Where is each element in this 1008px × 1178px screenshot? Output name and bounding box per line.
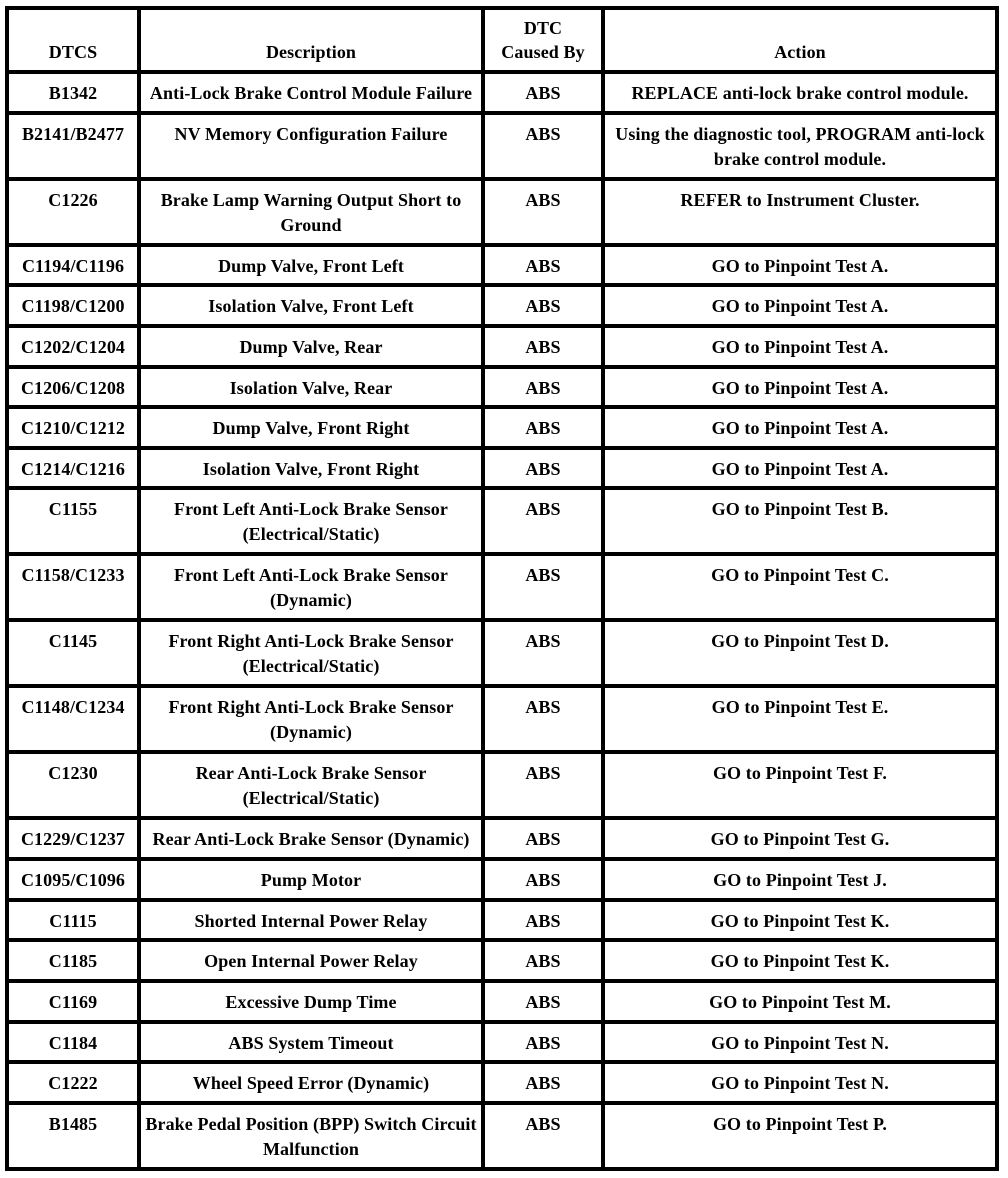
caused-by-cell: ABS — [485, 490, 601, 552]
header-description: Description — [141, 10, 481, 70]
description-cell: Rear Anti-Lock Brake Sensor (Dynamic) — [141, 820, 481, 857]
description-cell: Isolation Valve, Front Left — [141, 287, 481, 324]
header-action: Action — [605, 10, 995, 70]
dtc-code-cell: C1202/C1204 — [9, 328, 137, 365]
dtc-code-cell: C1158/C1233 — [9, 556, 137, 618]
table-row — [9, 369, 995, 406]
action-cell: GO to Pinpoint Test F. — [605, 754, 995, 816]
table-row — [9, 490, 995, 552]
header-caused-by-line1: DTC — [523, 18, 563, 38]
dtc-code-cell: C1214/C1216 — [9, 450, 137, 487]
caused-by-cell: ABS — [485, 450, 601, 487]
description-cell: Anti-Lock Brake Control Module Failure — [141, 74, 481, 111]
action-cell: GO to Pinpoint Test B. — [605, 490, 995, 552]
description-cell: NV Memory Configuration Failure — [141, 115, 481, 177]
description-cell: Dump Valve, Rear — [141, 328, 481, 365]
description-cell: Brake Pedal Position (BPP) Switch Circuit Malfunction — [141, 1105, 481, 1167]
dtc-code-cell: C1155 — [9, 490, 137, 552]
dtc-code-cell: C1148/C1234 — [9, 688, 137, 750]
description-cell: Rear Anti-Lock Brake Sensor (Electrical/Static) — [141, 754, 481, 816]
action-cell: GO to Pinpoint Test A. — [605, 247, 995, 284]
caused-by-cell: ABS — [485, 115, 601, 177]
action-cell: GO to Pinpoint Test A. — [605, 287, 995, 324]
dtc-code-cell: C1222 — [9, 1064, 137, 1101]
table-row — [9, 983, 995, 1020]
caused-by-cell: ABS — [485, 983, 601, 1020]
header-dtcs: DTCS — [9, 10, 137, 70]
description-cell: Front Left Anti-Lock Brake Sensor (Dynamic) — [141, 556, 481, 618]
action-cell: REFER to Instrument Cluster. — [605, 181, 995, 243]
dtc-table — [5, 6, 999, 1171]
caused-by-cell: ABS — [485, 861, 601, 898]
dtc-code-cell: C1198/C1200 — [9, 287, 137, 324]
action-cell: REPLACE anti-lock brake control module. — [605, 74, 995, 111]
table-row — [9, 1024, 995, 1061]
description-cell: Wheel Speed Error (Dynamic) — [141, 1064, 481, 1101]
dtc-code-cell: C1184 — [9, 1024, 137, 1061]
action-cell: GO to Pinpoint Test P. — [605, 1105, 995, 1167]
dtc-code-cell: B2141/B2477 — [9, 115, 137, 177]
action-cell: GO to Pinpoint Test M. — [605, 983, 995, 1020]
table-row — [9, 556, 995, 618]
description-cell: Front Right Anti-Lock Brake Sensor (Electrical/Static) — [141, 622, 481, 684]
action-cell: GO to Pinpoint Test C. — [605, 556, 995, 618]
caused-by-cell: ABS — [485, 74, 601, 111]
caused-by-cell: ABS — [485, 688, 601, 750]
caused-by-cell: ABS — [485, 287, 601, 324]
table-row — [9, 247, 995, 284]
table-row — [9, 1064, 995, 1101]
header-caused-by — [485, 10, 601, 70]
caused-by-cell: ABS — [485, 247, 601, 284]
table-row — [9, 74, 995, 111]
table-row — [9, 861, 995, 898]
description-cell: Isolation Valve, Rear — [141, 369, 481, 406]
dtc-code-cell: C1169 — [9, 983, 137, 1020]
description-cell: ABS System Timeout — [141, 1024, 481, 1061]
action-cell: GO to Pinpoint Test A. — [605, 450, 995, 487]
dtc-code-cell: B1342 — [9, 74, 137, 111]
description-cell: Brake Lamp Warning Output Short to Ground — [141, 181, 481, 243]
action-cell: GO to Pinpoint Test E. — [605, 688, 995, 750]
dtc-code-cell: C1194/C1196 — [9, 247, 137, 284]
action-cell: GO to Pinpoint Test K. — [605, 902, 995, 939]
caused-by-cell: ABS — [485, 754, 601, 816]
caused-by-cell: ABS — [485, 409, 601, 446]
table-body — [9, 74, 995, 1167]
caused-by-cell: ABS — [485, 181, 601, 243]
description-cell: Excessive Dump Time — [141, 983, 481, 1020]
action-cell: GO to Pinpoint Test A. — [605, 369, 995, 406]
action-cell: GO to Pinpoint Test A. — [605, 328, 995, 365]
action-cell: GO to Pinpoint Test G. — [605, 820, 995, 857]
caused-by-cell: ABS — [485, 942, 601, 979]
table-row — [9, 328, 995, 365]
dtc-code-cell: C1095/C1096 — [9, 861, 137, 898]
dtc-code-cell: C1145 — [9, 622, 137, 684]
dtc-code-cell: C1206/C1208 — [9, 369, 137, 406]
description-cell: Front Left Anti-Lock Brake Sensor (Electrical/Static) — [141, 490, 481, 552]
description-cell: Dump Valve, Front Left — [141, 247, 481, 284]
action-cell: GO to Pinpoint Test D. — [605, 622, 995, 684]
table-row — [9, 754, 995, 816]
table-row — [9, 688, 995, 750]
dtc-code-cell: B1485 — [9, 1105, 137, 1167]
caused-by-cell: ABS — [485, 369, 601, 406]
description-cell: Isolation Valve, Front Right — [141, 450, 481, 487]
caused-by-cell: ABS — [485, 1024, 601, 1061]
table-row — [9, 409, 995, 446]
action-cell: GO to Pinpoint Test J. — [605, 861, 995, 898]
description-cell: Dump Valve, Front Right — [141, 409, 481, 446]
caused-by-cell: ABS — [485, 622, 601, 684]
caused-by-cell: ABS — [485, 556, 601, 618]
action-cell: GO to Pinpoint Test N. — [605, 1064, 995, 1101]
header-caused-by-line2: Caused By — [501, 42, 585, 62]
caused-by-cell: ABS — [485, 820, 601, 857]
description-cell: Shorted Internal Power Relay — [141, 902, 481, 939]
table-row — [9, 1105, 995, 1167]
table-row — [9, 622, 995, 684]
dtc-code-cell: C1210/C1212 — [9, 409, 137, 446]
action-cell: GO to Pinpoint Test A. — [605, 409, 995, 446]
description-cell: Open Internal Power Relay — [141, 942, 481, 979]
action-cell: Using the diagnostic tool, PROGRAM anti-lock brake control module. — [605, 115, 995, 177]
table-row — [9, 942, 995, 979]
dtc-code-cell: C1230 — [9, 754, 137, 816]
table-row — [9, 181, 995, 243]
action-cell: GO to Pinpoint Test K. — [605, 942, 995, 979]
dtc-code-cell: C1115 — [9, 902, 137, 939]
dtc-code-cell: C1229/C1237 — [9, 820, 137, 857]
dtc-code-cell: C1226 — [9, 181, 137, 243]
caused-by-cell: ABS — [485, 328, 601, 365]
action-cell: GO to Pinpoint Test N. — [605, 1024, 995, 1061]
table-row — [9, 450, 995, 487]
caused-by-cell: ABS — [485, 1105, 601, 1167]
caused-by-cell: ABS — [485, 902, 601, 939]
table-row — [9, 902, 995, 939]
description-cell: Pump Motor — [141, 861, 481, 898]
table-row — [9, 115, 995, 177]
table-row — [9, 820, 995, 857]
caused-by-cell: ABS — [485, 1064, 601, 1101]
description-cell: Front Right Anti-Lock Brake Sensor (Dynamic) — [141, 688, 481, 750]
header-row — [9, 10, 995, 70]
dtc-code-cell: C1185 — [9, 942, 137, 979]
dtc-table-container — [5, 6, 999, 1171]
table-row — [9, 287, 995, 324]
